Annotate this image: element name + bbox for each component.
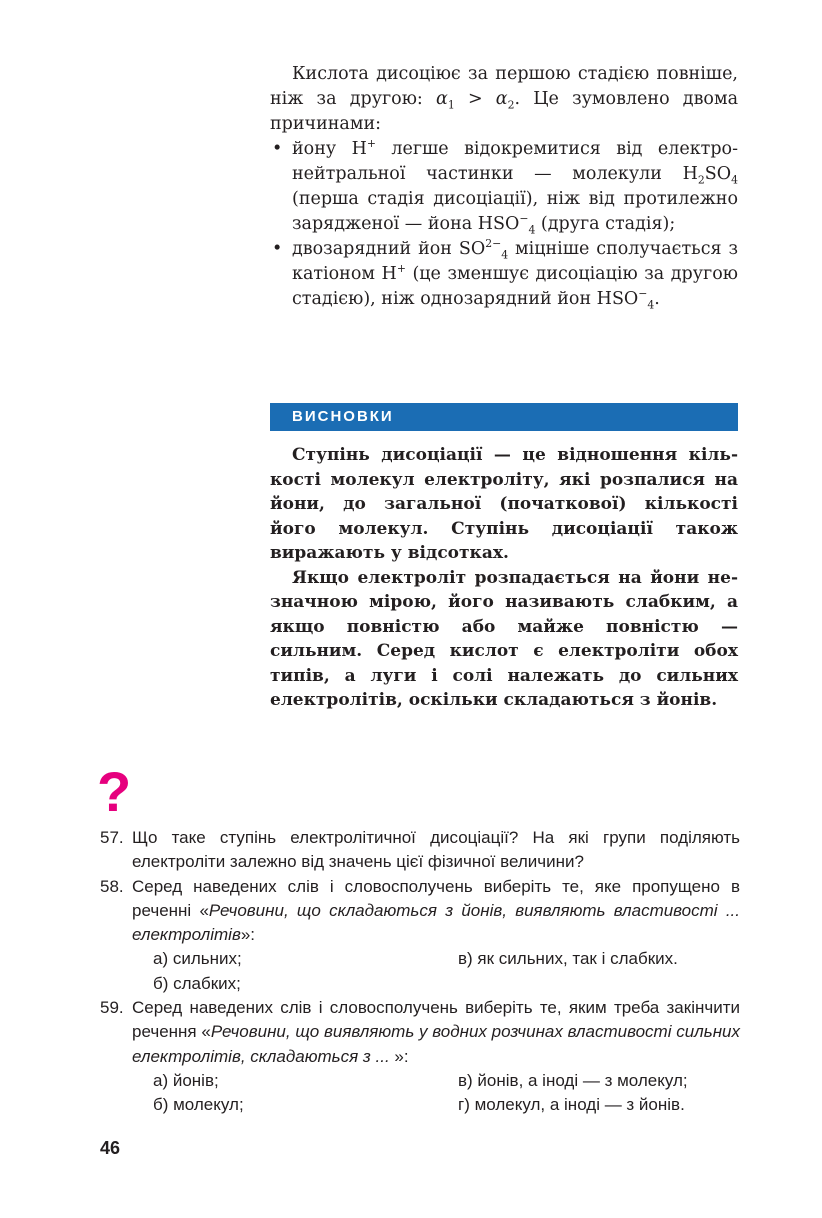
question-number: 58. — [100, 876, 124, 896]
intro-paragraph: Кислота дисоціює за першою стадією повніше, ніж за другою: $\alpha_1 > \alpha_2$. Це зумовлено двома причинами: — [270, 64, 738, 134]
question-59 — [100, 996, 740, 1069]
answer-options-row — [100, 1069, 740, 1093]
answer-option: г) молекул, а іноді — з йонів. — [458, 1095, 685, 1115]
answer-option: в) як сильних, так і слабких. — [458, 949, 678, 969]
answer-option: в) йонів, а іноді — з молекул; — [458, 1070, 688, 1090]
quoted-sentence: Речовини, що виявляють у водних розчинах властивості сильних електролітів, складаються з ... — [132, 1022, 740, 1066]
question-number: 59. — [100, 998, 124, 1018]
answer-options-row — [100, 1093, 740, 1117]
conclusions-paragraph: Ступінь дисоціації — це відношення кількості молекул електроліту, які розпалися на йони, до загальної (початкової) кількості його молекул. Ступінь дисоціації також виражають у відсотках. — [270, 445, 738, 563]
list-item: • двозарядний йон $SO^{2-}_4$ міцніше сполучається з катіоном H+ (це зменшує дисоціацію за другою стадією), ніж однозарядний йон $HSO^-_4$. — [272, 237, 738, 312]
intro-section — [270, 62, 738, 312]
quoted-sentence: Речовини, що складаються з йонів, виявляють властивості ... електролітів — [132, 900, 740, 945]
conclusions-body — [270, 443, 738, 713]
question-mark-icon: ? — [97, 760, 132, 823]
question-58 — [100, 875, 740, 948]
answer-option: б) молекул; — [153, 1095, 244, 1115]
answer-options-row — [100, 972, 740, 996]
question-57 — [100, 826, 740, 875]
reasons-list — [270, 137, 738, 312]
bullet-icon: • — [272, 239, 283, 259]
conclusions-title: ВИСНОВКИ — [292, 408, 394, 425]
questions-section — [100, 826, 740, 1118]
question-text: Що таке ступінь електролітичної дисоціації? На які групи поділяють електроліти залежно від значень цієї фізичної величини? — [132, 828, 740, 872]
question-number: 57. — [100, 828, 124, 847]
bullet-icon: • — [272, 139, 283, 159]
question-text: Серед наведених слів і словосполучень виберіть те, яким треба закінчити речення «Речовини, що виявляють у водних розчинах властивості сильних електролітів, складаються з ... »: — [132, 998, 740, 1066]
page-number: 46 — [100, 1138, 121, 1158]
list-item: • йону H+ легше відокремитися від електронейтральної частинки — молекули $H_2SO_4$ (перша стадія дисоціації), ніж від протилежно зарядженої — йона $HSO^-_4$ (друга стадія); — [272, 137, 738, 237]
answer-option: а) сильних; — [153, 949, 242, 969]
conclusions-paragraph: Якщо електроліт розпадається на йони незначною мірою, його називають слабким, а якщо повністю або майже повністю — сильним. Серед кислот є електроліти обох типів, а луги і солі належать до сильних електролітів, оскільки складаються з йонів. — [270, 567, 738, 710]
conclusions-header — [270, 403, 738, 431]
answer-option: а) йонів; — [153, 1070, 219, 1090]
answer-options-row — [100, 947, 740, 971]
answer-option: б) слабких; — [153, 973, 241, 993]
question-text: Серед наведених слів і словосполучень виберіть те, яке пропущено в реченні «Речовини, що складаються з йонів, виявляють властивості ... електролітів»: — [132, 876, 740, 945]
